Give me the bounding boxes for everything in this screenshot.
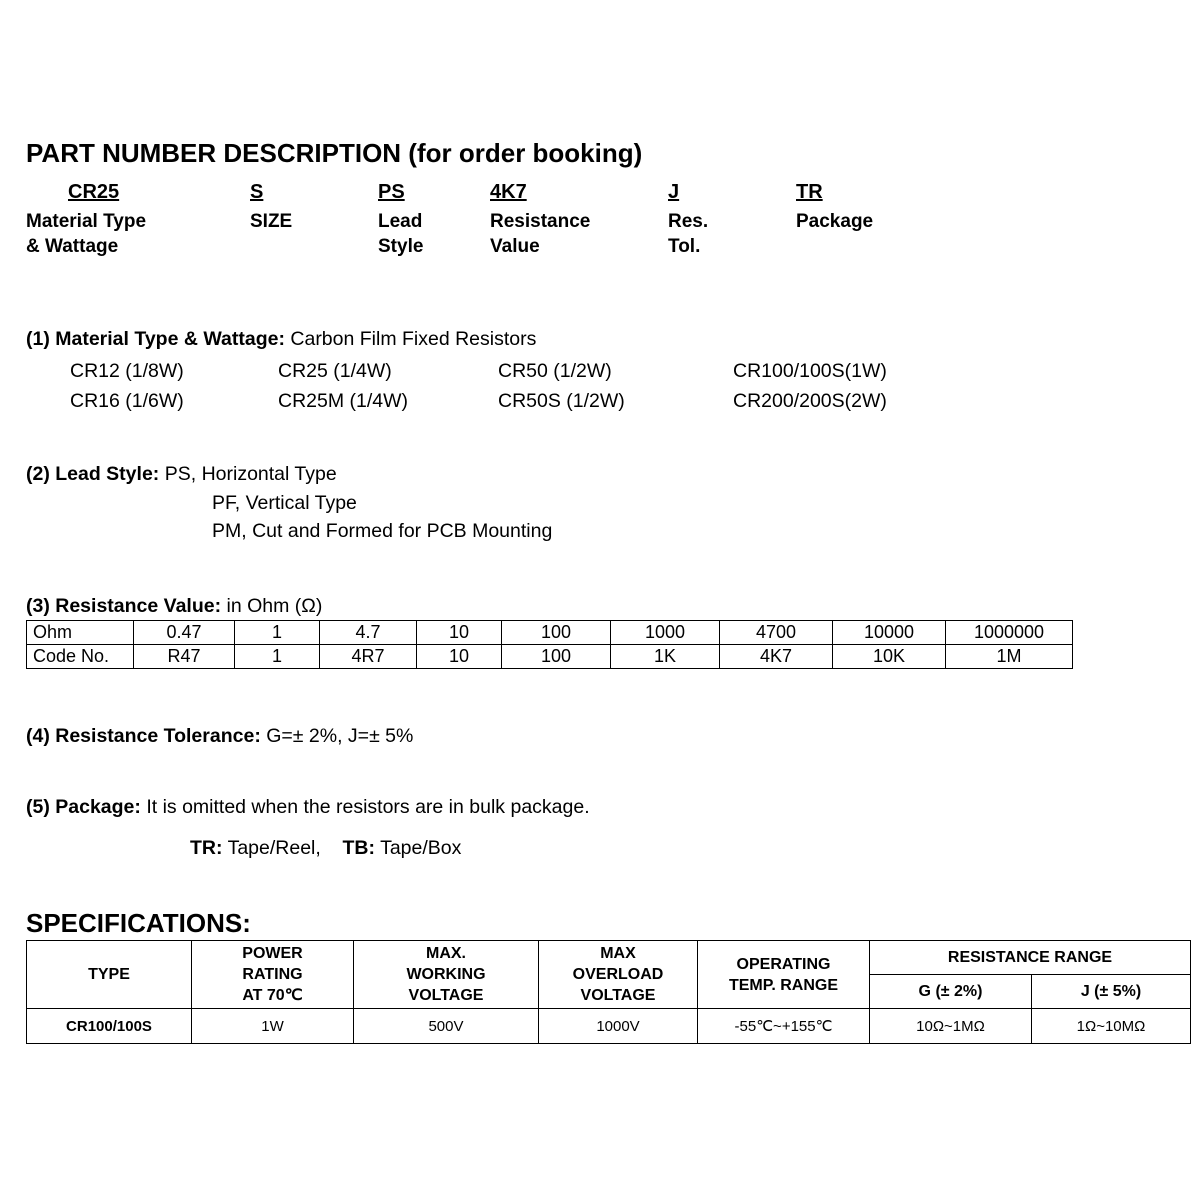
pn-label-material-1: Material Type: [26, 211, 147, 232]
pn-code-lead: PS: [378, 181, 405, 203]
rv-cell: 10: [417, 645, 502, 669]
section3-text: in Ohm (Ω): [226, 595, 323, 617]
material-type-grid: [70, 356, 1070, 416]
section5-text: It is omitted when the resistors are in bulk package.: [146, 796, 590, 818]
spec-cell-temp: -55℃~+155℃: [698, 1009, 870, 1044]
rv-row-label-code: Code No.: [27, 645, 134, 669]
pn-label-resistance-2: Value: [490, 236, 540, 257]
spec-header-line: VOLTAGE: [580, 987, 656, 1004]
material-cell: CR25M (1/4W): [278, 390, 409, 412]
pn-label-lead-1: Lead: [378, 211, 423, 232]
section1-title: (1) Material Type & Wattage:: [26, 328, 285, 350]
section-material-type: [26, 325, 536, 353]
spec-header-max-working-voltage: [354, 941, 539, 1009]
lead-style-line: PF, Vertical Type: [212, 492, 357, 514]
spec-header-operating-temp-range: [698, 941, 870, 1009]
section-lead-style: [26, 460, 337, 488]
pn-col-material: [26, 180, 234, 209]
rv-cell: 0.47: [134, 621, 235, 645]
pn-code-package: TR: [796, 181, 823, 203]
spec-cell-max-overload: 1000V: [539, 1009, 698, 1044]
pn-col-lead: [366, 180, 478, 209]
spec-header-type: TYPE: [27, 941, 192, 1009]
spec-cell-range-j: 1Ω~10MΩ: [1032, 1009, 1191, 1044]
section4-title: (4) Resistance Tolerance:: [26, 725, 261, 747]
table-row: [27, 621, 1073, 645]
spec-header-line: RATING: [242, 966, 303, 983]
pn-label-resistance-1: Resistance: [490, 211, 591, 232]
material-cell: CR12 (1/8W): [70, 360, 184, 382]
spec-header-max-overload-voltage: [539, 941, 698, 1009]
pn-label-tolerance-1: Res.: [668, 211, 709, 232]
rv-cell: 1: [235, 645, 320, 669]
lead-style-line: PM, Cut and Formed for PCB Mounting: [212, 520, 553, 542]
spec-cell-type: CR100/100S: [27, 1009, 192, 1044]
part-number-label-row-2: [26, 234, 1026, 259]
pn-col-size: [234, 180, 366, 209]
rv-cell: 4R7: [320, 645, 417, 669]
package-tb-label: TB:: [342, 837, 375, 859]
part-number-heading: PART NUMBER DESCRIPTION (for order booking): [26, 138, 643, 168]
package-detail-line: [190, 837, 461, 860]
material-cell: CR200/200S(2W): [733, 390, 887, 412]
part-number-columns: [26, 180, 1026, 259]
spec-header-range-g: G (± 2%): [870, 975, 1032, 1009]
pn-label-material-2: & Wattage: [26, 236, 119, 257]
spec-cell-range-g: 10Ω~1MΩ: [870, 1009, 1032, 1044]
material-type-row: [70, 356, 1070, 386]
rv-cell: 1000000: [946, 621, 1073, 645]
rv-cell: 1: [235, 621, 320, 645]
spec-header-line: VOLTAGE: [408, 987, 484, 1004]
spec-header-line: OVERLOAD: [572, 966, 664, 983]
pn-col-resistance: [478, 180, 656, 209]
rv-cell: 4K7: [720, 645, 833, 669]
spec-header-row: [27, 941, 1191, 975]
section3-title: (3) Resistance Value:: [26, 595, 222, 617]
material-cell: CR16 (1/6W): [70, 390, 184, 412]
spec-header-line: WORKING: [406, 966, 486, 983]
package-tr-label: TR:: [190, 837, 223, 859]
rv-cell: 10000: [833, 621, 946, 645]
spec-header-line: TEMP. RANGE: [728, 976, 839, 994]
pn-label-package-1: Package: [796, 211, 874, 232]
rv-row-label-ohm: Ohm: [27, 621, 134, 645]
pn-label-lead-2: Style: [378, 236, 424, 257]
section4-text: G=± 2%, J=± 5%: [266, 725, 414, 747]
material-type-row: [70, 386, 1070, 416]
pn-code-resistance: 4K7: [490, 181, 527, 203]
table-row: [27, 645, 1073, 669]
spec-header-line: MAX: [600, 945, 636, 962]
part-number-code-row: [26, 180, 1026, 209]
rv-cell: 4.7: [320, 621, 417, 645]
spec-header-line: MAX.: [426, 945, 466, 962]
spec-header-power-rating: [192, 941, 354, 1009]
pn-col-package: [796, 180, 976, 209]
part-number-label-row-1: [26, 209, 1026, 234]
package-tb-text: Tape/Box: [380, 837, 462, 859]
spec-header-range-j: J (± 5%): [1032, 975, 1191, 1009]
section2-first-line: PS, Horizontal Type: [164, 463, 337, 485]
spec-cell-power: 1W: [192, 1009, 354, 1044]
rv-cell: 1K: [611, 645, 720, 669]
rv-cell: R47: [134, 645, 235, 669]
package-tr-text: Tape/Reel,: [227, 837, 321, 859]
material-cell: CR25 (1/4W): [278, 360, 392, 382]
pn-label-tolerance-2: Tol.: [668, 236, 701, 257]
rv-cell: 100: [502, 645, 611, 669]
section2-title: (2) Lead Style:: [26, 463, 160, 485]
rv-cell: 10K: [833, 645, 946, 669]
section-resistance-value: [26, 592, 322, 620]
pn-col-tolerance: [656, 180, 796, 209]
section-resistance-tolerance: [26, 722, 413, 750]
rv-cell: 1M: [946, 645, 1073, 669]
specifications-heading: SPECIFICATIONS:: [26, 908, 251, 938]
pn-code-tolerance: J: [668, 181, 680, 203]
specifications-table: [26, 940, 1191, 1044]
material-cell: CR50 (1/2W): [498, 360, 612, 382]
section-package: [26, 793, 590, 821]
pn-code-material: CR25: [68, 181, 120, 203]
spec-cell-max-working: 500V: [354, 1009, 539, 1044]
rv-cell: 100: [502, 621, 611, 645]
spec-header-line: OPERATING: [736, 955, 831, 973]
rv-cell: 10: [417, 621, 502, 645]
material-cell: CR50S (1/2W): [498, 390, 625, 412]
rv-cell: 1000: [611, 621, 720, 645]
table-row: [27, 1009, 1191, 1044]
section1-text: Carbon Film Fixed Resistors: [290, 328, 537, 350]
spec-header-line: AT 70℃: [242, 987, 303, 1004]
spec-header-resistance-range: RESISTANCE RANGE: [870, 941, 1191, 975]
lead-style-lines: [212, 489, 552, 545]
rv-cell: 4700: [720, 621, 833, 645]
material-cell: CR100/100S(1W): [733, 360, 887, 382]
pn-code-size: S: [250, 181, 264, 203]
spec-header-line: POWER: [242, 945, 303, 962]
section5-title: (5) Package:: [26, 796, 141, 818]
resistance-value-table: [26, 620, 1073, 669]
pn-label-size-1: SIZE: [250, 211, 293, 232]
